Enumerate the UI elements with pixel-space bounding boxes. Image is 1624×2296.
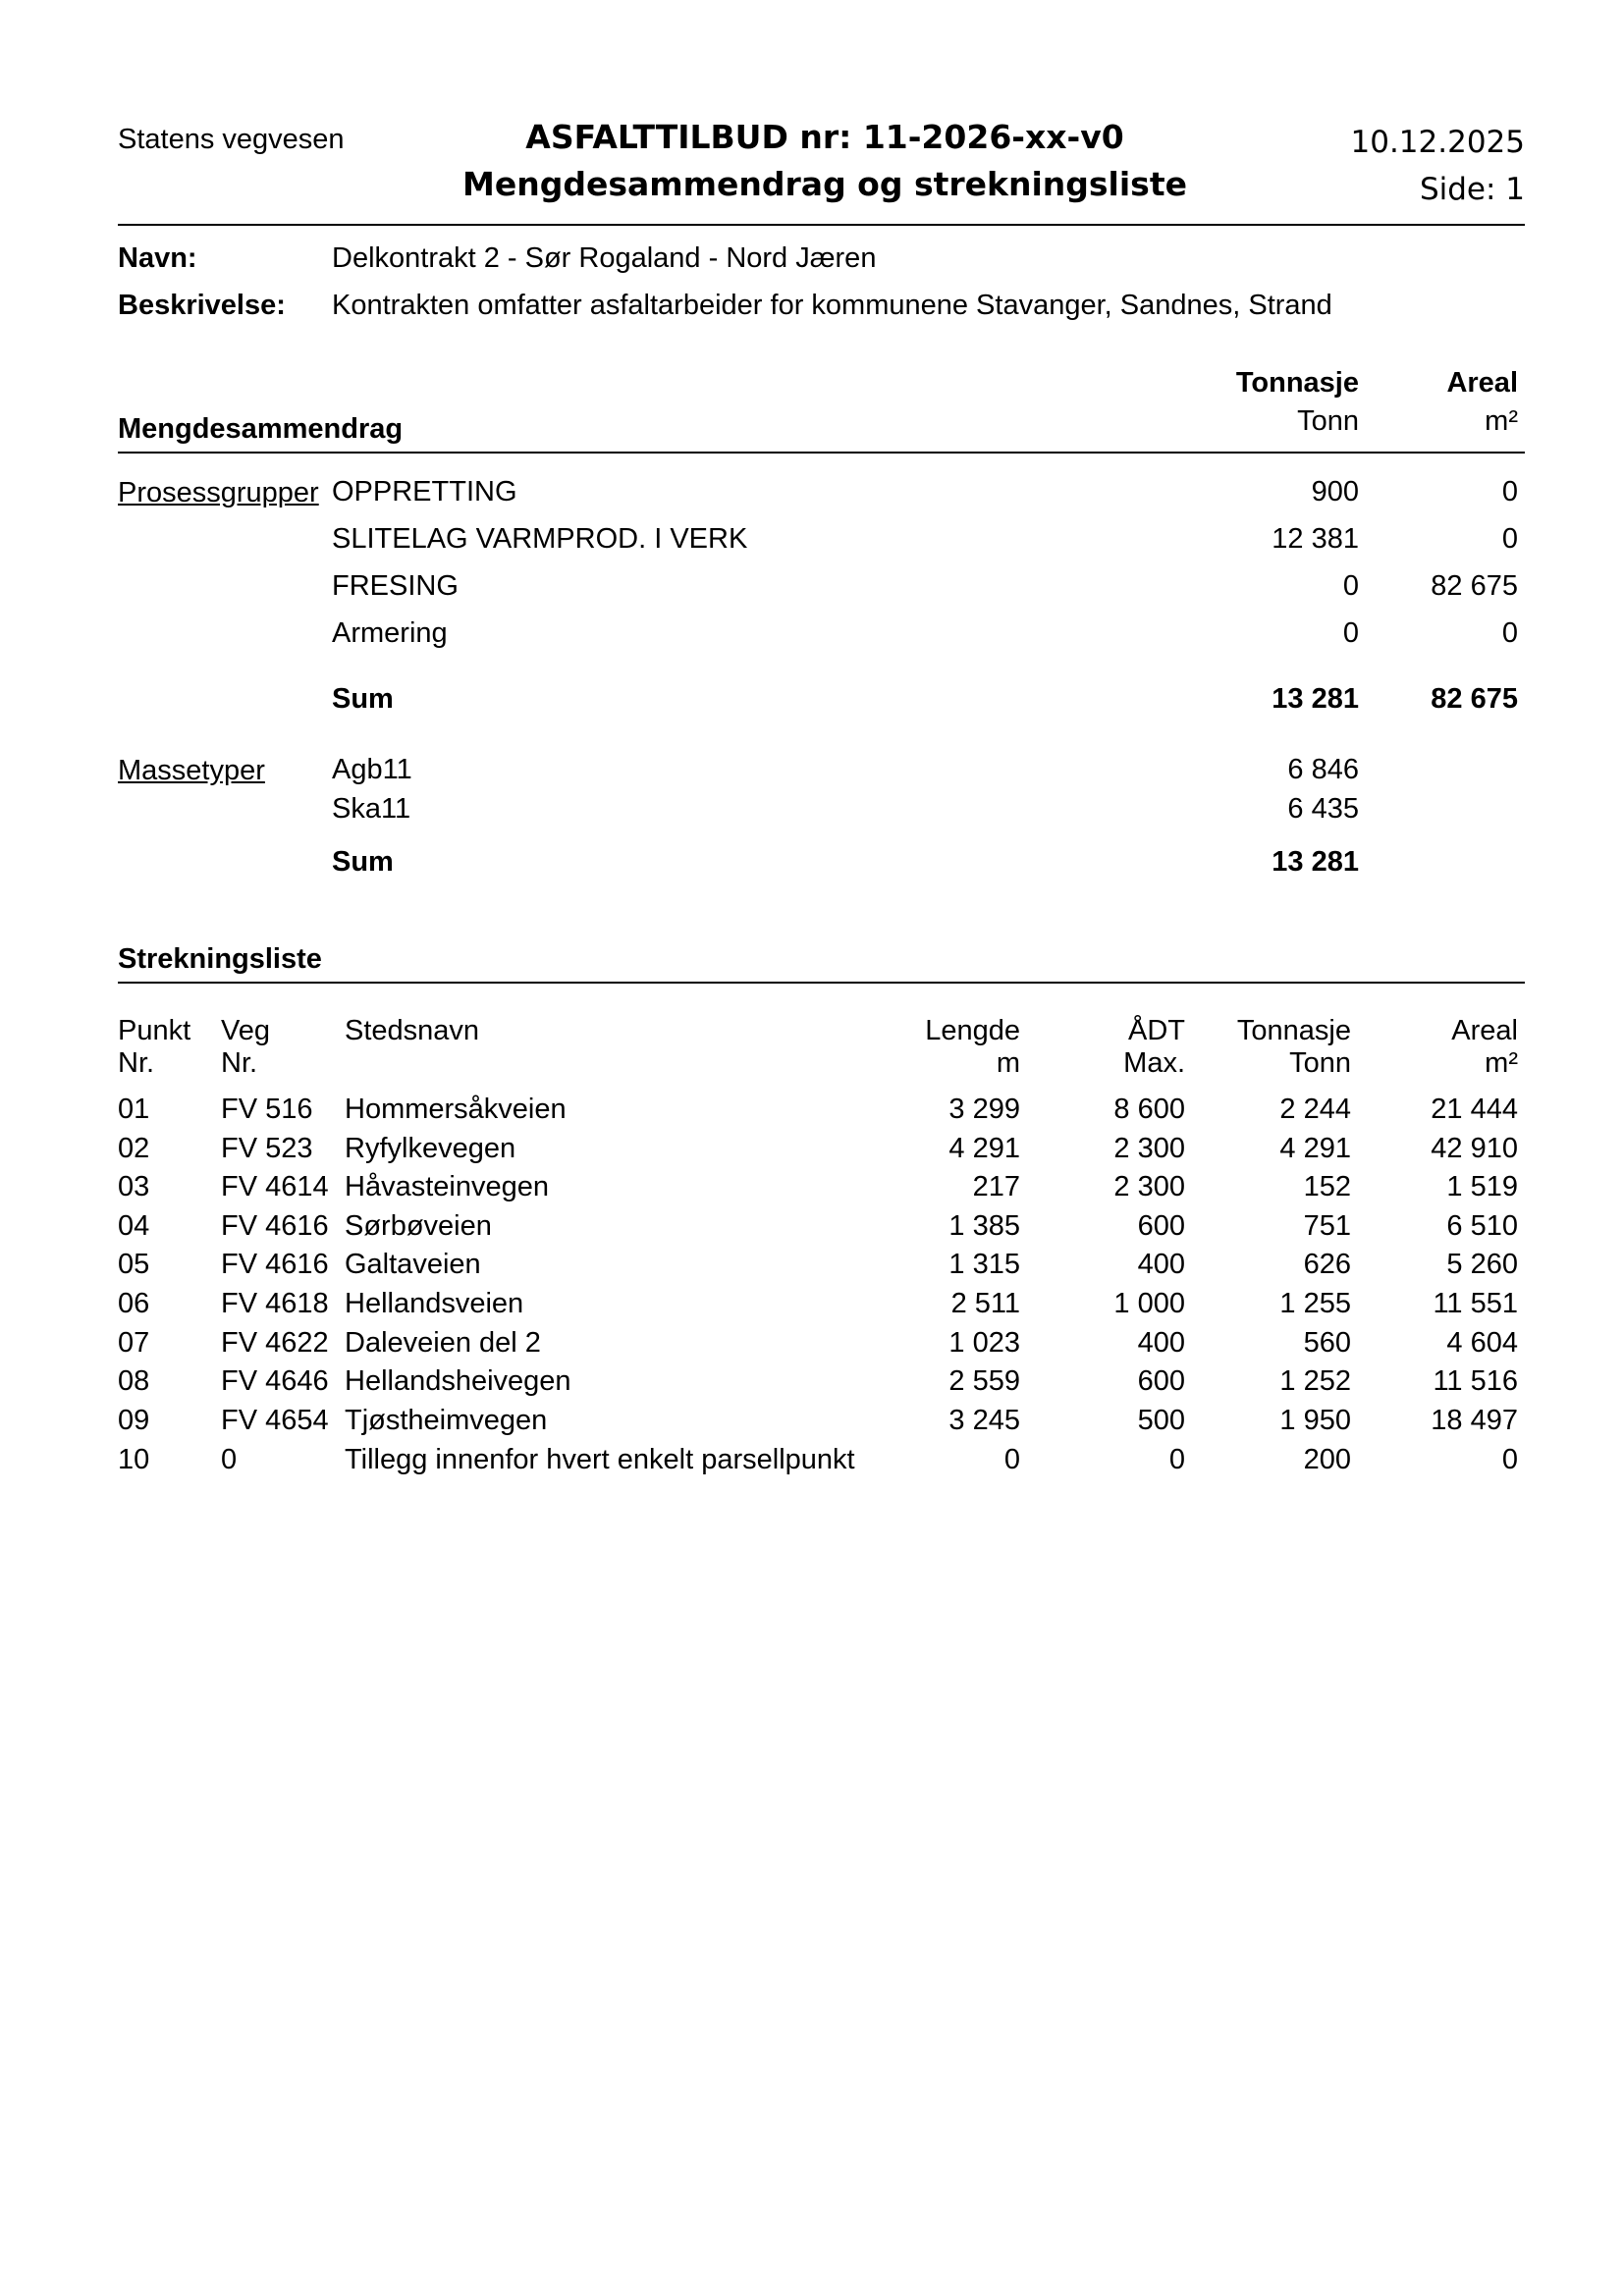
cell-veg: FV 4614 bbox=[221, 1171, 329, 1202]
cell-lengde: 4 291 bbox=[948, 1133, 1020, 1164]
prosess-row bbox=[0, 614, 1624, 653]
cell-veg: FV 4646 bbox=[221, 1365, 329, 1397]
cell-adt: 600 bbox=[1137, 1210, 1185, 1242]
header-tonnasje: Tonnasje bbox=[1236, 1015, 1351, 1046]
cell-stedsnavn: Sørbøveien bbox=[345, 1210, 492, 1242]
cell-adt: 600 bbox=[1137, 1365, 1185, 1397]
cell-stedsnavn: Hellandsheivegen bbox=[345, 1365, 571, 1397]
table-row bbox=[0, 1362, 1624, 1401]
cell-lengde: 3 245 bbox=[948, 1405, 1020, 1436]
cell-stedsnavn: Hellandsveien bbox=[345, 1288, 524, 1319]
col-tonnasje-header: Tonnasje bbox=[1235, 367, 1359, 399]
cell-veg: FV 4622 bbox=[221, 1327, 329, 1359]
cell-areal: 4 604 bbox=[1446, 1327, 1518, 1359]
cell-lengde: 1 315 bbox=[948, 1249, 1020, 1280]
cell-stedsnavn: Håvasteinvegen bbox=[345, 1171, 549, 1202]
cell-punkt: 10 bbox=[118, 1444, 150, 1475]
cell-areal: 1 519 bbox=[1446, 1171, 1518, 1202]
table-row bbox=[0, 1167, 1624, 1206]
cell-areal: 11 516 bbox=[1433, 1365, 1518, 1397]
strekning-section-title: Strekningsliste bbox=[118, 943, 322, 975]
organization-name: Statens vegvesen bbox=[118, 124, 345, 155]
cell-tonnasje: 560 bbox=[1303, 1327, 1351, 1359]
prosess-areal: 0 bbox=[1501, 523, 1518, 555]
cell-punkt: 07 bbox=[118, 1327, 150, 1359]
masse-name: Ska11 bbox=[332, 793, 411, 825]
cell-lengde: 1 023 bbox=[948, 1327, 1020, 1359]
prosess-name: Armering bbox=[332, 617, 448, 649]
prosess-tonn: 0 bbox=[1342, 617, 1359, 649]
cell-adt: 500 bbox=[1137, 1405, 1185, 1436]
cell-areal: 5 260 bbox=[1446, 1249, 1518, 1280]
cell-veg: FV 516 bbox=[221, 1094, 313, 1125]
prosess-row bbox=[0, 472, 1624, 511]
cell-tonnasje: 1 252 bbox=[1279, 1365, 1351, 1397]
prosess-areal: 82 675 bbox=[1431, 570, 1518, 602]
prosess-name: SLITELAG VARMPROD. I VERK bbox=[332, 523, 748, 555]
header-adt-unit: Max. bbox=[1123, 1047, 1185, 1079]
cell-punkt: 02 bbox=[118, 1133, 150, 1164]
cell-areal: 11 551 bbox=[1433, 1288, 1518, 1319]
cell-tonnasje: 751 bbox=[1303, 1210, 1351, 1242]
header-punkt-nr: Nr. bbox=[118, 1047, 155, 1079]
cell-stedsnavn: Ryfylkevegen bbox=[345, 1133, 516, 1164]
col-areal-header: Areal bbox=[1446, 367, 1518, 399]
header-veg: Veg bbox=[221, 1015, 270, 1046]
cell-veg: FV 4616 bbox=[221, 1210, 329, 1242]
mengde-divider bbox=[118, 452, 1525, 454]
prosess-tonn: 900 bbox=[1311, 476, 1359, 507]
cell-lengde: 2 559 bbox=[948, 1365, 1020, 1397]
prosess-sum-tonn: 13 281 bbox=[1272, 683, 1359, 715]
cell-veg: FV 523 bbox=[221, 1133, 313, 1164]
cell-lengde: 3 299 bbox=[948, 1094, 1020, 1125]
cell-areal: 6 510 bbox=[1446, 1210, 1518, 1242]
prosess-areal: 0 bbox=[1501, 617, 1518, 649]
beskrivelse-value: Kontrakten omfatter asfaltarbeider for kommunene Stavanger, Sandnes, Strand bbox=[332, 290, 1332, 321]
cell-areal: 42 910 bbox=[1431, 1133, 1518, 1164]
cell-punkt: 04 bbox=[118, 1210, 150, 1242]
table-row bbox=[0, 1245, 1624, 1284]
prosess-areal: 0 bbox=[1501, 476, 1518, 507]
cell-punkt: 03 bbox=[118, 1171, 150, 1202]
mengde-section-title: Mengdesammendrag bbox=[118, 413, 404, 445]
header-lengde: Lengde bbox=[925, 1015, 1020, 1046]
strekning-header-units bbox=[0, 1043, 1624, 1083]
table-row bbox=[0, 1440, 1624, 1479]
table-row bbox=[0, 1284, 1624, 1323]
cell-punkt: 05 bbox=[118, 1249, 150, 1280]
prosess-tonn: 0 bbox=[1342, 570, 1359, 602]
cell-tonnasje: 626 bbox=[1303, 1249, 1351, 1280]
prosess-sum-areal: 82 675 bbox=[1431, 683, 1518, 715]
cell-tonnasje: 4 291 bbox=[1279, 1133, 1351, 1164]
prosess-sum-row bbox=[0, 679, 1624, 719]
table-row bbox=[0, 1206, 1624, 1246]
cell-areal: 21 444 bbox=[1431, 1094, 1518, 1125]
prosess-sum-label: Sum bbox=[332, 683, 394, 715]
col-areal-unit: m² bbox=[1485, 405, 1518, 437]
header-punkt: Punkt bbox=[118, 1015, 191, 1046]
table-row bbox=[0, 1401, 1624, 1440]
document-date: 10.12.2025 bbox=[1350, 125, 1525, 160]
header-divider bbox=[118, 224, 1525, 226]
masse-row bbox=[0, 789, 1624, 828]
cell-tonnasje: 1 950 bbox=[1279, 1405, 1351, 1436]
header-stedsnavn: Stedsnavn bbox=[345, 1015, 480, 1046]
cell-areal: 18 497 bbox=[1431, 1405, 1518, 1436]
navn-value: Delkontrakt 2 - Sør Rogaland - Nord Jæren bbox=[332, 242, 877, 274]
masse-sum-label: Sum bbox=[332, 846, 394, 878]
cell-veg: FV 4618 bbox=[221, 1288, 329, 1319]
cell-stedsnavn: Tillegg innenfor hvert enkelt parsellpunkt bbox=[345, 1444, 855, 1475]
cell-punkt: 06 bbox=[118, 1288, 150, 1319]
cell-punkt: 01 bbox=[118, 1094, 150, 1125]
table-row bbox=[0, 1129, 1624, 1168]
cell-stedsnavn: Daleveien del 2 bbox=[345, 1327, 541, 1359]
masse-tonn: 6 435 bbox=[1287, 793, 1359, 825]
table-row bbox=[0, 1090, 1624, 1129]
col-tonnasje-unit: Tonn bbox=[1297, 405, 1359, 437]
cell-tonnasje: 2 244 bbox=[1279, 1094, 1351, 1125]
masse-row bbox=[0, 750, 1624, 789]
cell-lengde: 0 bbox=[1003, 1444, 1020, 1475]
cell-adt: 2 300 bbox=[1113, 1133, 1185, 1164]
header-areal: Areal bbox=[1451, 1015, 1518, 1046]
cell-punkt: 08 bbox=[118, 1365, 150, 1397]
prosessgrupper-label: Prosessgrupper bbox=[118, 477, 319, 508]
cell-stedsnavn: Galtaveien bbox=[345, 1249, 481, 1280]
cell-punkt: 09 bbox=[118, 1405, 150, 1436]
masse-tonn: 6 846 bbox=[1287, 754, 1359, 785]
prosess-name: OPPRETTING bbox=[332, 476, 517, 507]
cell-veg: 0 bbox=[221, 1444, 238, 1475]
cell-adt: 400 bbox=[1137, 1327, 1185, 1359]
cell-areal: 0 bbox=[1501, 1444, 1518, 1475]
cell-tonnasje: 200 bbox=[1303, 1444, 1351, 1475]
prosess-tonn: 12 381 bbox=[1272, 523, 1359, 555]
header-veg-nr: Nr. bbox=[221, 1047, 258, 1079]
strekning-divider bbox=[118, 982, 1525, 984]
header-areal-unit: m² bbox=[1485, 1047, 1518, 1079]
cell-lengde: 2 511 bbox=[950, 1288, 1020, 1319]
cell-adt: 8 600 bbox=[1113, 1094, 1185, 1125]
cell-lengde: 217 bbox=[972, 1171, 1020, 1202]
cell-veg: FV 4616 bbox=[221, 1249, 329, 1280]
header-lengde-unit: m bbox=[996, 1047, 1020, 1079]
cell-stedsnavn: Hommersåkveien bbox=[345, 1094, 567, 1125]
masse-sum-tonn: 13 281 bbox=[1272, 846, 1359, 878]
document-subtitle: Mengdesammendrag og strekningsliste bbox=[462, 165, 1187, 203]
cell-lengde: 1 385 bbox=[948, 1210, 1020, 1242]
cell-veg: FV 4654 bbox=[221, 1405, 329, 1436]
cell-adt: 400 bbox=[1137, 1249, 1185, 1280]
beskrivelse-label: Beskrivelse: bbox=[118, 290, 286, 321]
cell-adt: 2 300 bbox=[1113, 1171, 1185, 1202]
prosess-name: FRESING bbox=[332, 570, 459, 602]
masse-name: Agb11 bbox=[332, 754, 412, 785]
cell-stedsnavn: Tjøstheimvegen bbox=[345, 1405, 548, 1436]
cell-adt: 0 bbox=[1168, 1444, 1185, 1475]
header-tonnasje-unit: Tonn bbox=[1289, 1047, 1351, 1079]
cell-tonnasje: 152 bbox=[1303, 1171, 1351, 1202]
table-row bbox=[0, 1323, 1624, 1362]
massetyper-label: Massetyper bbox=[118, 755, 265, 786]
cell-tonnasje: 1 255 bbox=[1279, 1288, 1351, 1319]
prosess-row bbox=[0, 566, 1624, 606]
document-title: ASFALTTILBUD nr: 11-2026-xx-v0 bbox=[525, 118, 1124, 156]
navn-label: Navn: bbox=[118, 242, 197, 274]
cell-adt: 1 000 bbox=[1113, 1288, 1185, 1319]
page-number: Side: 1 bbox=[1419, 172, 1525, 207]
masse-sum-row bbox=[0, 842, 1624, 881]
header-adt: ÅDT bbox=[1128, 1015, 1185, 1046]
prosess-row bbox=[0, 519, 1624, 559]
